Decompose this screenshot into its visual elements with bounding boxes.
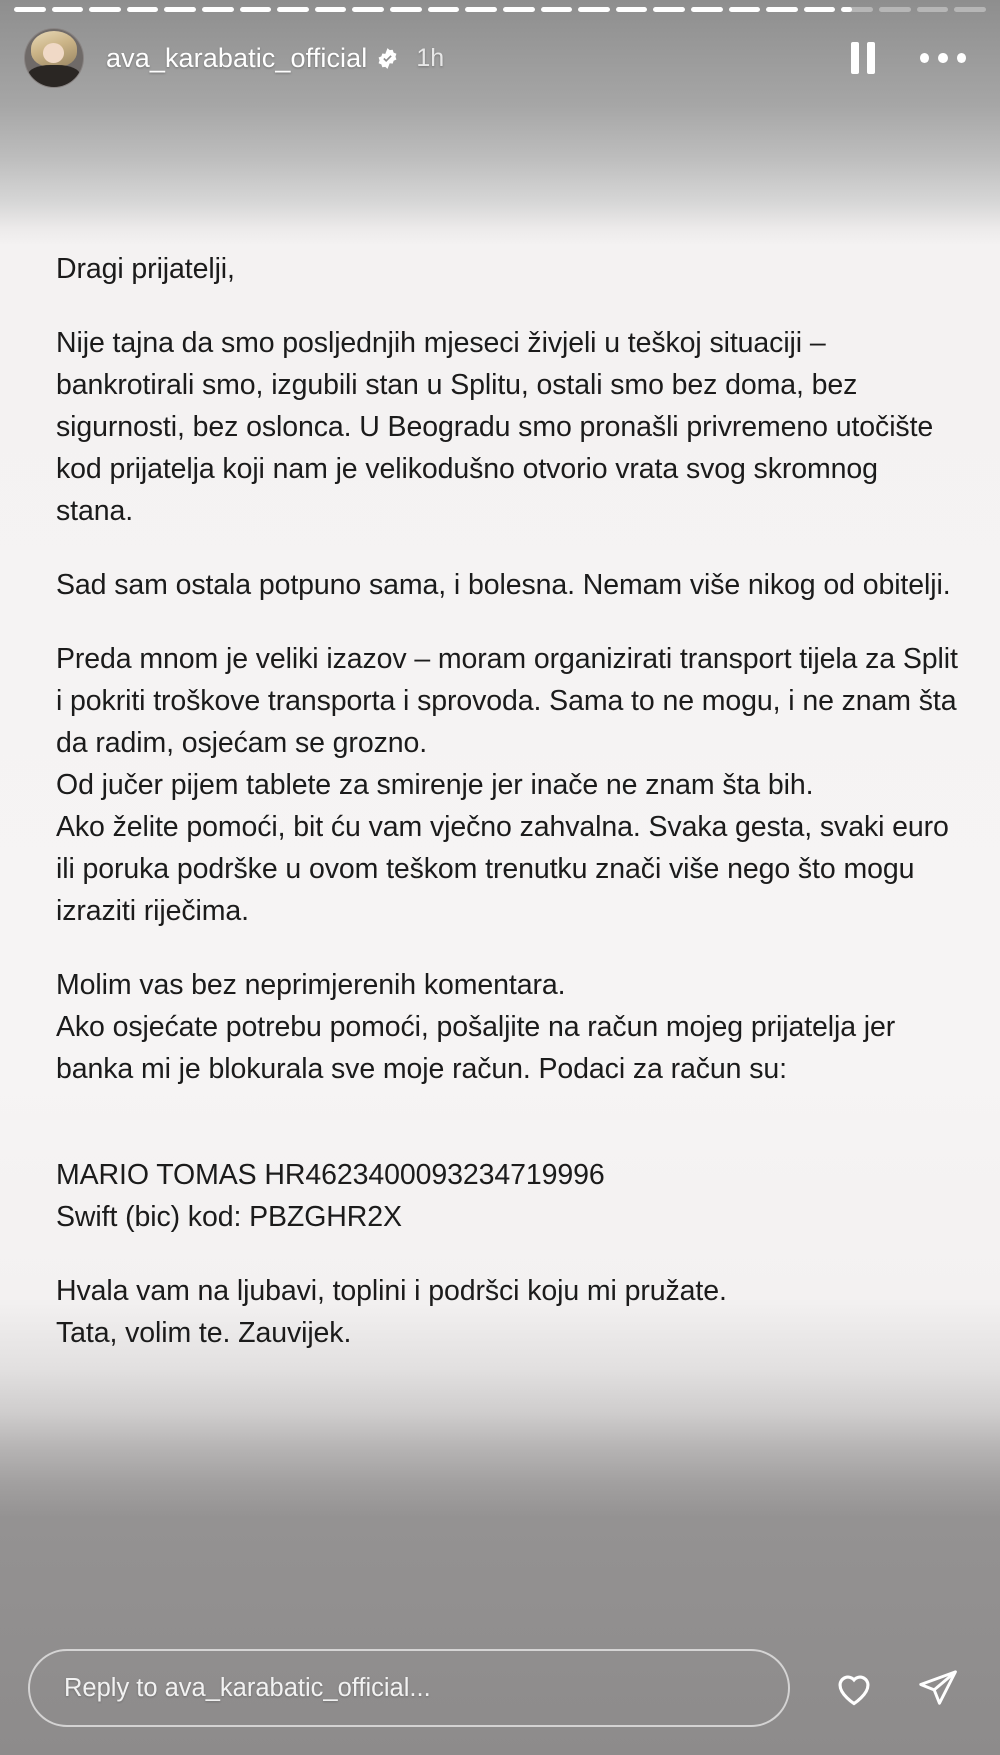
paragraph-account-intro: Ako osjećate potrebu pomoći, pošaljite na račun mojeg prijatelja jer banka mi je blokurala sve moje račun. Podaci za račun su: bbox=[56, 1011, 896, 1085]
paragraph-farewell: Tata, volim te. Zauvijek. bbox=[56, 1317, 352, 1349]
story-progress-segment[interactable] bbox=[729, 7, 761, 12]
story-progress-segment[interactable] bbox=[428, 7, 460, 12]
story-progress-segment[interactable] bbox=[89, 7, 121, 12]
story-progress-segment[interactable] bbox=[240, 7, 272, 12]
paragraph-challenge: Preda mnom je veliki izazov – moram organizirati transport tijela za Split i pokriti troškove transporta i sprovoda. Sama to ne mogu, i ne znam šta da radim, osjećam se grozno. bbox=[56, 643, 958, 759]
story-progress-segment-fill bbox=[804, 7, 836, 12]
story-progress-segment[interactable] bbox=[164, 7, 196, 12]
paragraph-greeting: Dragi prijatelji, bbox=[56, 253, 235, 285]
story-progress-segment[interactable] bbox=[52, 7, 84, 12]
avatar-face bbox=[43, 43, 64, 63]
story-progress-segment[interactable] bbox=[766, 7, 798, 12]
send-icon[interactable] bbox=[916, 1666, 960, 1710]
bank-account-iban: MARIO TOMAS HR4623400093234719996 bbox=[56, 1159, 605, 1191]
more-dot-1 bbox=[920, 53, 929, 63]
story-progress-segment[interactable] bbox=[954, 7, 986, 12]
story-progress-segment-fill bbox=[315, 7, 347, 12]
story-progress-segment-fill bbox=[578, 7, 610, 12]
pause-bar-right bbox=[867, 42, 875, 74]
story-progress-segment[interactable] bbox=[917, 7, 949, 12]
more-options-icon[interactable] bbox=[920, 41, 966, 75]
story-text-content bbox=[56, 248, 960, 1354]
story-progress-segment[interactable] bbox=[804, 7, 836, 12]
paragraph-no-comments: Molim vas bez neprimjerenih komentara. bbox=[56, 969, 566, 1001]
story-progress-segment[interactable] bbox=[616, 7, 648, 12]
paragraph-thanks-help: Ako želite pomoći, bit ću vam vječno zahvalna. Svaka gesta, svaki euro ili poruka podrške u ovom teškom trenutku znači više nego što mogu izraziti riječima. bbox=[56, 811, 949, 927]
story-progress-segment-fill bbox=[240, 7, 272, 12]
story-progress-segment-fill bbox=[503, 7, 535, 12]
story-progress-segment[interactable] bbox=[202, 7, 234, 12]
story-timestamp: 1h bbox=[416, 43, 445, 72]
story-progress-segment[interactable] bbox=[127, 7, 159, 12]
story-progress-segment-fill bbox=[127, 7, 159, 12]
story-progress-segment-fill bbox=[164, 7, 196, 12]
story-header bbox=[0, 26, 1000, 90]
story-progress-segment-fill bbox=[841, 7, 852, 12]
story-progress-bar bbox=[14, 7, 986, 12]
more-dot-2 bbox=[938, 53, 947, 63]
heart-icon[interactable] bbox=[832, 1666, 876, 1710]
story-progress-segment-fill bbox=[465, 7, 497, 12]
reply-placeholder: Reply to ava_karabatic_official... bbox=[64, 1673, 431, 1702]
story-progress-segment-fill bbox=[691, 7, 723, 12]
story-progress-segment-fill bbox=[729, 7, 761, 12]
paragraph-situation: Nije tajna da smo posljednjih mjeseci živjeli u teškoj situaciji – bankrotirali smo, izgubili stan u Splitu, ostali smo bez doma, bez sigurnosti, bez oslonca. U Beogradu smo pronašli privremeno utočište kod prijatelja koji nam je velikodušno otvorio vrata svog skromnog stana. bbox=[56, 327, 934, 527]
username-label[interactable]: ava_karabatic_official bbox=[106, 42, 368, 73]
story-reply-bar bbox=[0, 1645, 1000, 1731]
story-progress-segment[interactable] bbox=[503, 7, 535, 12]
story-progress-segment-fill bbox=[89, 7, 121, 12]
story-progress-segment[interactable] bbox=[352, 7, 384, 12]
avatar-body bbox=[28, 65, 79, 87]
story-progress-segment-fill bbox=[202, 7, 234, 12]
story-progress-segment-fill bbox=[428, 7, 460, 12]
story-progress-segment[interactable] bbox=[841, 7, 873, 12]
story-progress-segment[interactable] bbox=[14, 7, 46, 12]
more-dot-3 bbox=[957, 53, 966, 63]
story-progress-segment[interactable] bbox=[879, 7, 911, 12]
story-progress-segment-fill bbox=[541, 7, 573, 12]
reply-input[interactable] bbox=[28, 1649, 790, 1727]
pause-icon[interactable] bbox=[848, 41, 878, 75]
story-progress-segment-fill bbox=[390, 7, 422, 12]
story-progress-segment-fill bbox=[52, 7, 84, 12]
paragraph-pills: Od jučer pijem tablete za smirenje jer inače ne znam šta bih. bbox=[56, 769, 814, 801]
story-progress-segment[interactable] bbox=[390, 7, 422, 12]
story-progress-segment[interactable] bbox=[653, 7, 685, 12]
story-progress-segment-fill bbox=[616, 7, 648, 12]
story-progress-segment-fill bbox=[653, 7, 685, 12]
story-progress-segment[interactable] bbox=[277, 7, 309, 12]
bank-account-swift: Swift (bic) kod: PBZGHR2X bbox=[56, 1201, 402, 1233]
story-progress-segment[interactable] bbox=[465, 7, 497, 12]
story-progress-segment[interactable] bbox=[541, 7, 573, 12]
story-progress-segment-fill bbox=[277, 7, 309, 12]
story-progress-segment-fill bbox=[14, 7, 46, 12]
paragraph-gratitude: Hvala vam na ljubavi, toplini i podršci koju mi pružate. bbox=[56, 1275, 727, 1307]
pause-bar-left bbox=[851, 42, 859, 74]
avatar[interactable] bbox=[24, 28, 84, 88]
paragraph-alone: Sad sam ostala potpuno sama, i bolesna. Nemam više nikog od obitelji. bbox=[56, 569, 951, 601]
story-progress-segment[interactable] bbox=[691, 7, 723, 12]
verified-badge-icon bbox=[376, 47, 399, 70]
story-progress-segment[interactable] bbox=[315, 7, 347, 12]
story-progress-segment-fill bbox=[352, 7, 384, 12]
story-progress-segment-fill bbox=[766, 7, 798, 12]
story-progress-segment[interactable] bbox=[578, 7, 610, 12]
